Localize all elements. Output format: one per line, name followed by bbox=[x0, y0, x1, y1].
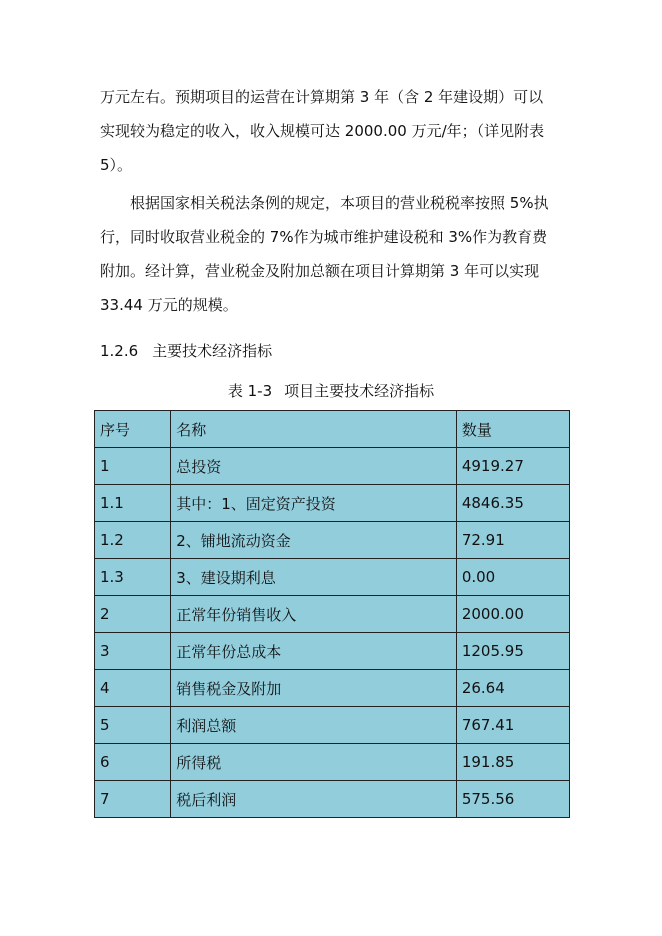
cell-quantity: 26.64 bbox=[456, 670, 569, 707]
cell-quantity: 0.00 bbox=[456, 559, 569, 596]
cell-index: 1 bbox=[95, 448, 171, 485]
cell-name: 税后利润 bbox=[171, 781, 457, 818]
text-line: 5）。 bbox=[100, 156, 133, 174]
table-row bbox=[95, 448, 570, 485]
table-header-row bbox=[95, 411, 570, 448]
header-cell-name: 名称 bbox=[171, 411, 457, 448]
cell-name: 正常年份总成本 bbox=[171, 633, 457, 670]
cell-quantity: 1205.95 bbox=[456, 633, 569, 670]
indicators-table bbox=[94, 410, 570, 818]
cell-index: 1.2 bbox=[95, 522, 171, 559]
cell-name: 3、建设期利息 bbox=[171, 559, 457, 596]
header-cell-quantity: 数量 bbox=[456, 411, 569, 448]
cell-name: 总投资 bbox=[171, 448, 457, 485]
table-row bbox=[95, 633, 570, 670]
cell-index: 4 bbox=[95, 670, 171, 707]
text-line: 实现较为稳定的收入，收入规模可达 2000.00 万元/年；（详见附表 bbox=[100, 122, 545, 140]
cell-name: 销售税金及附加 bbox=[171, 670, 457, 707]
section-heading bbox=[100, 334, 272, 368]
cell-name: 所得税 bbox=[171, 744, 457, 781]
header-cell-index: 序号 bbox=[95, 411, 171, 448]
cell-index: 5 bbox=[95, 707, 171, 744]
cell-index: 6 bbox=[95, 744, 171, 781]
table-row bbox=[95, 744, 570, 781]
cell-index: 2 bbox=[95, 596, 171, 633]
paragraph-revenue bbox=[100, 80, 580, 182]
text-line: 根据国家相关税法条例的规定，本项目的营业税税率按照 5%执 bbox=[130, 194, 549, 212]
cell-index: 3 bbox=[95, 633, 171, 670]
cell-name: 利润总额 bbox=[171, 707, 457, 744]
cell-quantity: 191.85 bbox=[456, 744, 569, 781]
cell-quantity: 767.41 bbox=[456, 707, 569, 744]
table-row bbox=[95, 596, 570, 633]
cell-name: 其中：1、固定资产投资 bbox=[171, 485, 457, 522]
text-line: 附加。经计算，营业税金及附加总额在项目计算期第 3 年可以实现 bbox=[100, 262, 540, 280]
table-caption-title: 项目主要技术经济指标 bbox=[284, 382, 435, 400]
table-row bbox=[95, 522, 570, 559]
cell-quantity: 4919.27 bbox=[456, 448, 569, 485]
cell-name: 2、铺地流动资金 bbox=[171, 522, 457, 559]
section-number: 1.2.6 bbox=[100, 342, 139, 360]
table-row bbox=[95, 670, 570, 707]
cell-index: 1.3 bbox=[95, 559, 171, 596]
text-line: 行，同时收取营业税金的 7%作为城市维护建设税和 3%作为教育费 bbox=[100, 228, 548, 246]
cell-quantity: 4846.35 bbox=[456, 485, 569, 522]
table-caption-number: 表 1-3 bbox=[227, 382, 273, 400]
cell-quantity: 2000.00 bbox=[456, 596, 569, 633]
table-row bbox=[95, 707, 570, 744]
text-line: 33.44 万元的规模。 bbox=[100, 296, 238, 314]
text-line: 万元左右。预期项目的运营在计算期第 3 年（含 2 年建设期）可以 bbox=[100, 88, 544, 106]
cell-index: 7 bbox=[95, 781, 171, 818]
section-title: 主要技术经济指标 bbox=[152, 342, 273, 360]
paragraph-tax bbox=[100, 186, 580, 322]
table-row bbox=[95, 485, 570, 522]
table-caption bbox=[0, 376, 662, 406]
table-row bbox=[95, 781, 570, 818]
cell-name: 正常年份销售收入 bbox=[171, 596, 457, 633]
cell-quantity: 575.56 bbox=[456, 781, 569, 818]
table-row bbox=[95, 559, 570, 596]
cell-index: 1.1 bbox=[95, 485, 171, 522]
cell-quantity: 72.91 bbox=[456, 522, 569, 559]
